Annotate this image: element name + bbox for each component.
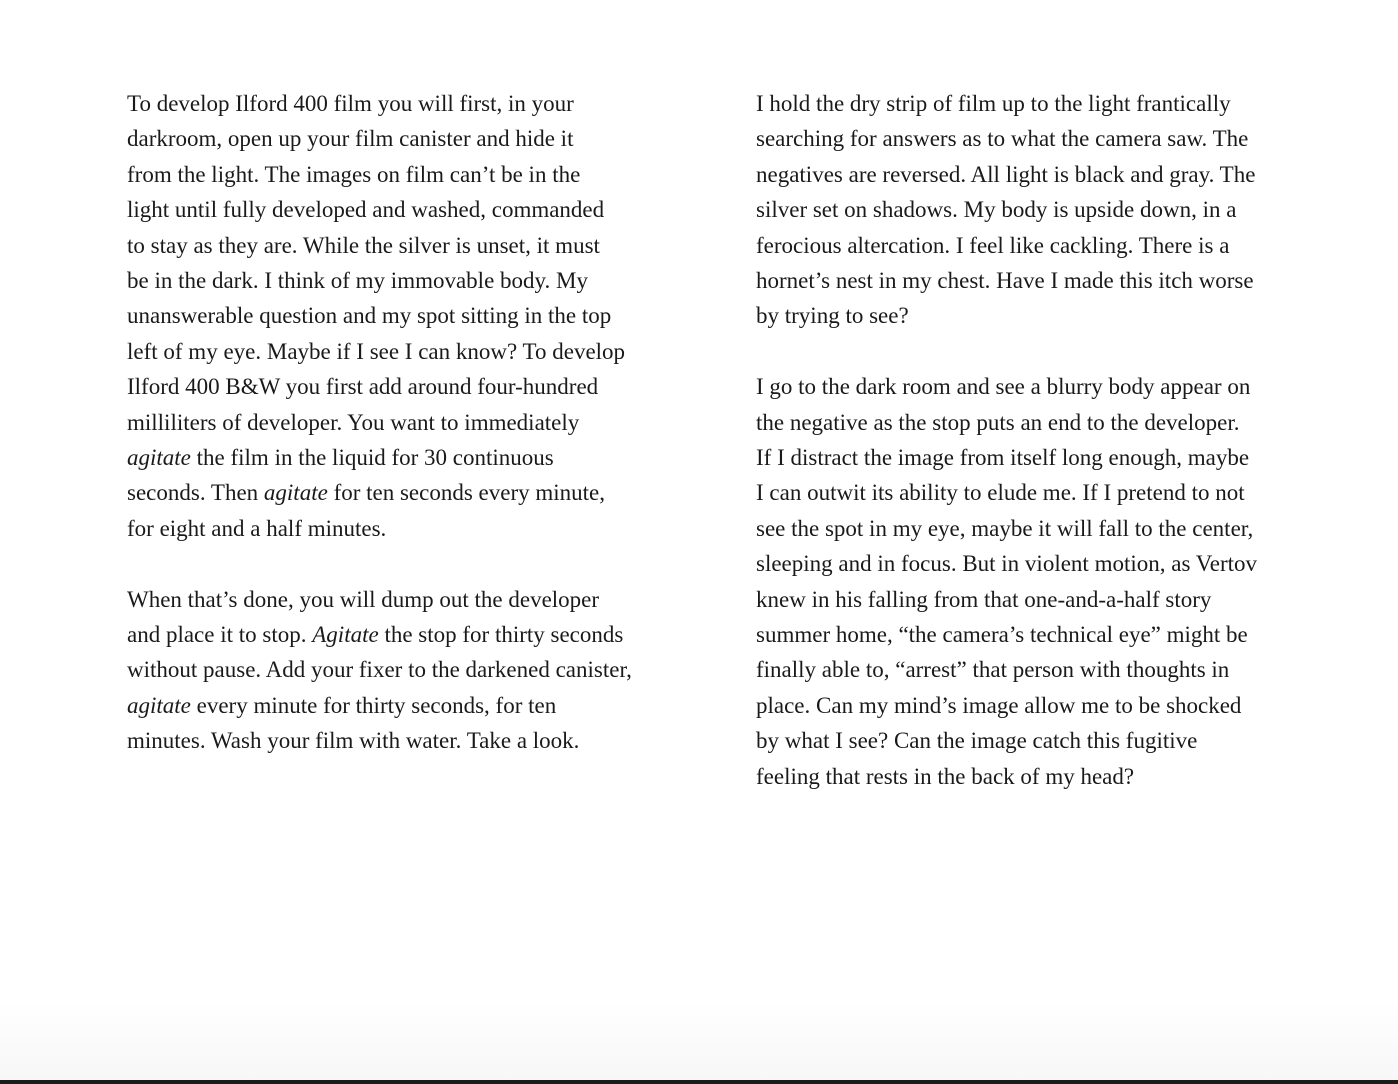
text-line: unanswerable question and my spot sitting in the top bbox=[127, 303, 612, 329]
text-line: To develop Ilford 400 film you will first, in your bbox=[127, 91, 574, 116]
text-run: every minute for thirty seconds, for ten bbox=[190, 692, 557, 718]
left-column bbox=[127, 86, 675, 794]
bottom-border bbox=[0, 1080, 1398, 1084]
text-line: ferocious altercation. I feel like cackling. There is a bbox=[756, 232, 1230, 258]
text-line: searching for answers as to what the camera saw. The bbox=[756, 126, 1249, 152]
text-line: without pause. Add your fixer to the darkened canister, bbox=[127, 657, 632, 683]
italic-agitate: agitate bbox=[127, 692, 191, 718]
italic-agitate: agitate bbox=[263, 480, 328, 506]
text-line: hornet’s nest in my chest. Have I made this itch worse bbox=[756, 268, 1254, 294]
text-line: see the spot in my eye, maybe it will fall to the center, bbox=[756, 515, 1254, 541]
text-line: for eight and a half minutes. bbox=[127, 515, 387, 541]
text-line: darkroom, open up your film canister and hide it bbox=[127, 126, 574, 152]
text-line: to stay as they are. While the silver is unset, it must bbox=[127, 232, 600, 258]
right-paragraph-2 bbox=[756, 369, 1304, 794]
text-line: be in the dark. I think of my immovable body. My bbox=[127, 268, 588, 294]
text-line: summer home, “the camera’s technical eye” might be bbox=[756, 622, 1248, 648]
text-line: I hold the dry strip of film up to the light frantically bbox=[756, 91, 1231, 116]
text-run: and place it to stop. bbox=[127, 622, 313, 648]
text-line: negatives are reversed. All light is black and gray. The bbox=[756, 161, 1256, 187]
text-line: If I distract the image from itself long enough, maybe bbox=[756, 445, 1250, 471]
left-paragraph-1 bbox=[127, 86, 675, 546]
text-line: I can outwit its ability to elude me. If I pretend to not bbox=[756, 480, 1245, 506]
text-line: from the light. The images on film can’t be in the bbox=[127, 161, 581, 187]
text-line: by trying to see? bbox=[756, 303, 909, 329]
text-run: seconds. Then bbox=[127, 480, 264, 506]
text-line: minutes. Wash your film with water. Take a look. bbox=[127, 728, 580, 754]
text-line: I go to the dark room and see a blurry body appear on bbox=[756, 374, 1251, 400]
italic-agitate: agitate bbox=[127, 445, 191, 471]
right-column bbox=[756, 86, 1304, 830]
text-line: knew in his falling from that one-and-a-half story bbox=[756, 586, 1212, 612]
italic-agitate: Agitate bbox=[312, 622, 379, 648]
text-line: the negative as the stop puts an end to the developer. bbox=[756, 409, 1240, 435]
text-line: When that’s done, you will dump out the developer bbox=[127, 586, 600, 612]
text-line: milliliters of developer. You want to immediately bbox=[127, 409, 580, 435]
text-run: for ten seconds every minute, bbox=[327, 480, 606, 506]
text-run: the stop for thirty seconds bbox=[378, 622, 624, 648]
right-paragraph-1 bbox=[756, 86, 1304, 334]
text-line bbox=[127, 617, 675, 652]
text-line bbox=[127, 475, 675, 510]
text-line: light until fully developed and washed, commanded bbox=[127, 197, 605, 223]
text-run: the film in the liquid for 30 continuous bbox=[190, 445, 554, 471]
text-line: place. Can my mind’s image allow me to be shocked bbox=[756, 692, 1242, 718]
text-line: silver set on shadows. My body is upside down, in a bbox=[756, 197, 1237, 223]
left-paragraph-2 bbox=[127, 582, 675, 759]
text-line: by what I see? Can the image catch this fugitive bbox=[756, 728, 1198, 754]
text-line: feeling that rests in the back of my head? bbox=[756, 763, 1135, 789]
text-line: finally able to, “arrest” that person with thoughts in bbox=[756, 657, 1230, 683]
text-line: sleeping and in focus. But in violent motion, as Vertov bbox=[756, 551, 1258, 577]
text-line bbox=[127, 688, 675, 723]
text-line bbox=[127, 440, 675, 475]
text-line: left of my eye. Maybe if I see I can know? To develop bbox=[127, 338, 626, 364]
text-line: Ilford 400 B&W you first add around four-hundred bbox=[127, 374, 599, 400]
